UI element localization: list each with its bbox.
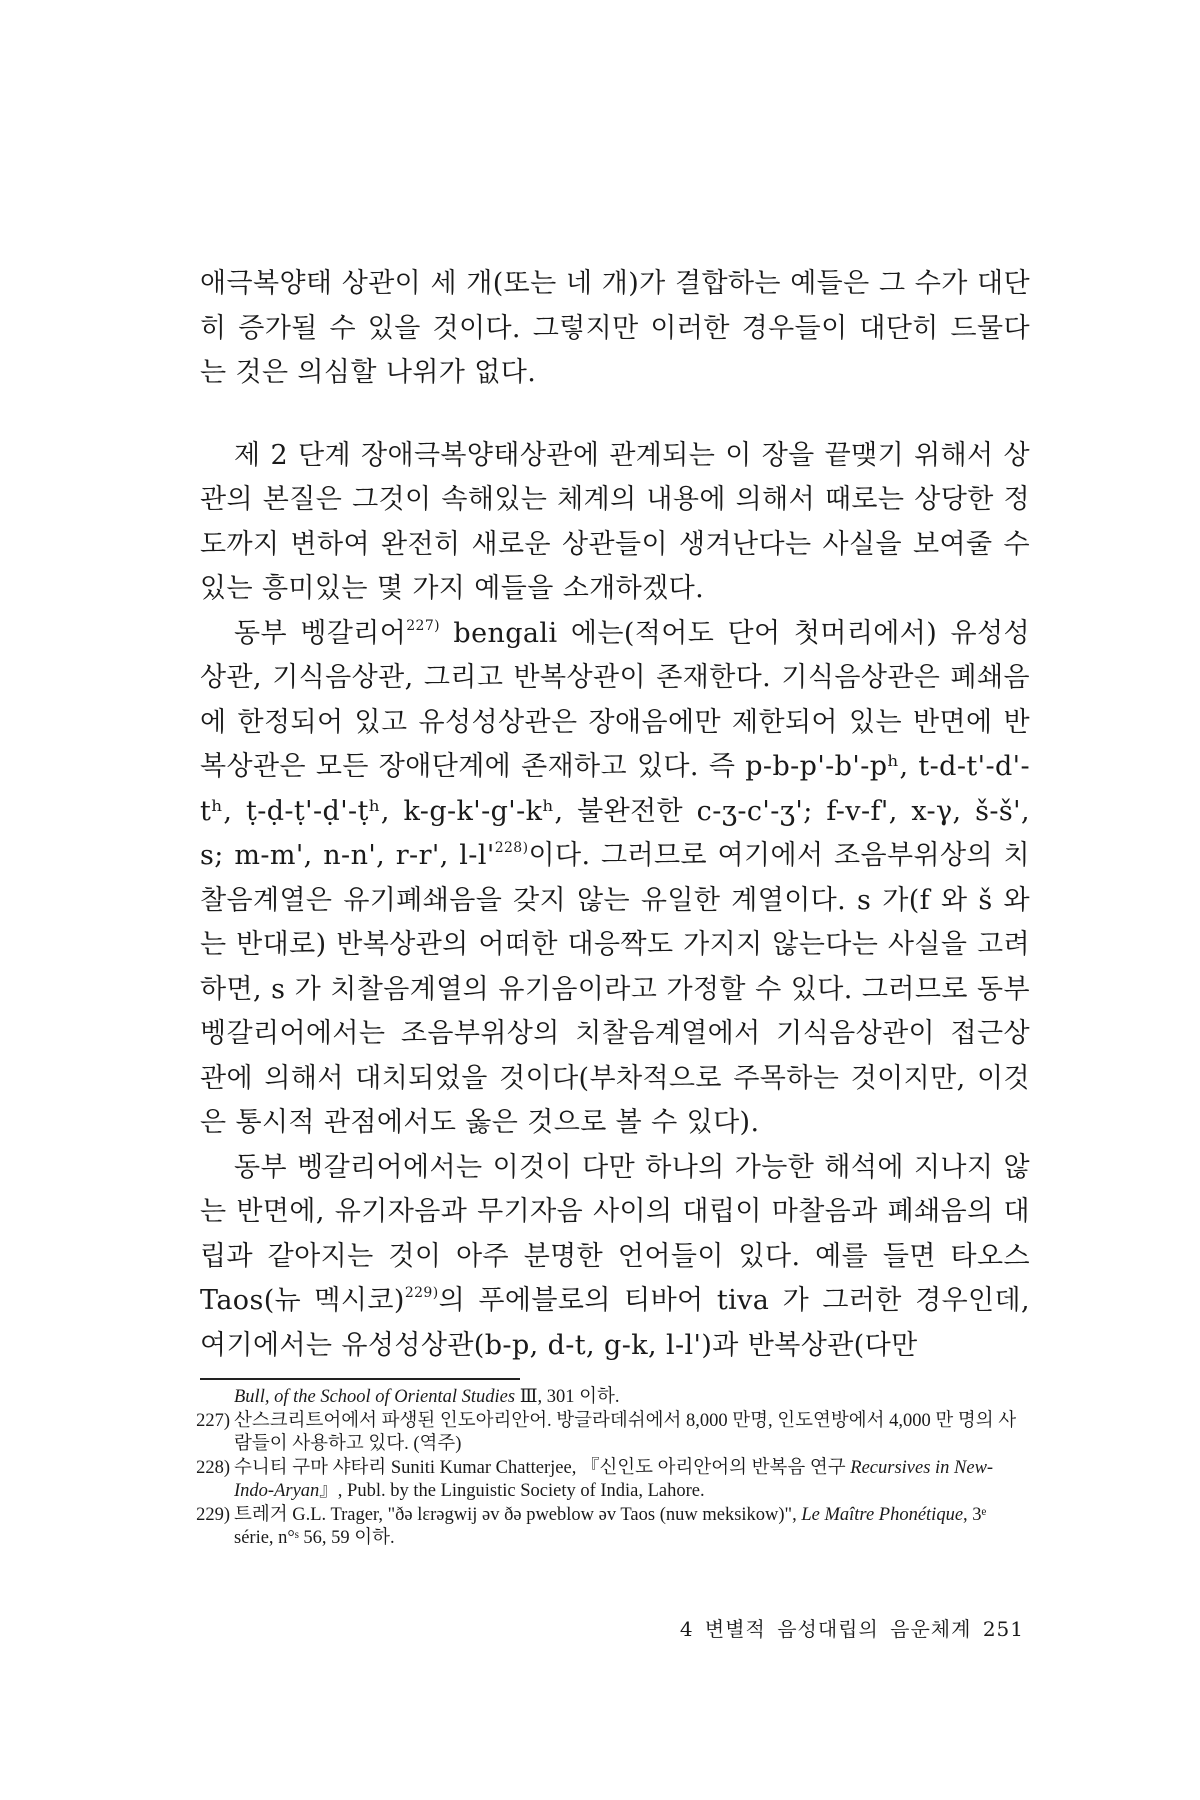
footnote-ref-227[interactable]: 227): [406, 617, 441, 634]
footnote-number: 228): [196, 1457, 230, 1478]
footnote-229: [196, 1504, 1030, 1551]
paragraph-4-text-a: 동부 벵갈리어에서는 이것이 다만 하나의 가능한 해석에 지나지 않는 반면에, 유기자음과 무기자음 사이의 대립이 마찰음과 폐쇄음의 대립과 같아지는 것이 아주 분명한 언어들이 있다. 예를 들면 타오스 Taos(뉴 멕시코): [200, 1151, 1030, 1316]
paragraph-4-text-b: 의 푸에블로의 티바어 tiva 가 그러한 경우인데, 여기에서는 유성성상관(b-p, d-t, g-k, l-l')과 반복상관(다만: [200, 1285, 1030, 1361]
footnote-continuation: [200, 1386, 1030, 1410]
paragraph-4: [200, 1146, 1030, 1369]
footnote-number: 229): [196, 1504, 230, 1525]
page-number: 251: [982, 1617, 1024, 1641]
footnote-text-pre: 수니티 구마 샤타리 Suniti Kumar Chatterjee, 『신인도 아리안어의 반복음 연구: [234, 1457, 851, 1478]
paragraph-3-text-b: bengali 에는(적어도 단어 첫머리에서) 유성성상관, 기식음상관, 그리고 반복상관이 존재한다. 기식음상관은 폐쇄음에 한정되어 있고 유성성상관은 장애음에만 제한되어 있는 반면에 반복상관은 모든 장애단계에 존재하고 있다. 즉 p-b-p'-b'-pʰ, t-d-t'-d'-tʰ, ṭ-ḍ-ṭ'-ḍ'-ṭʰ, k-g-k'-g'-kʰ, 불완전한 c-ʒ-c'-ʒ'; f-v-f', x-γ, š-š', s; m-m', n-n', r-r', l-l': [200, 617, 1030, 871]
footnote-divider: [200, 1378, 520, 1380]
footnote-number: 227): [196, 1410, 230, 1431]
footnote-continuation-rest: Ⅲ, 301 이하.: [515, 1387, 620, 1407]
footnote-title-italic: Le Maître Phonétique: [801, 1504, 964, 1525]
running-footer-chapter: 4 변별적 음성대립의 음운체계: [679, 1617, 972, 1641]
footnote-ref-228[interactable]: 228): [494, 840, 529, 856]
footnote-text-pre: 트레거 G.L. Trager, "ðə lɛrəgwij əv ðə pweblow əv Taos (nuw meksikow)",: [234, 1504, 802, 1525]
page-content: [196, 262, 1030, 1551]
paragraph-3-text-c: 이다. 그러므로 여기에서 조음부위상의 치찰음계열은 유기폐쇄음을 갖지 않는 유일한 계열이다. s 가(f 와 š 와는 반대로) 반복상관의 어떠한 대응짝도 가지지 않는다는 사실을 고려하면, s 가 치찰음계열의 유기음이라고 가정할 수 있다. 그러므로 동부 벵갈리어에서는 조음부위상의 치찰음계열에서 기식음상관이 접근상관에 의해서 대치되었을 것이다(부차적으로 주목하는 것이지만, 이것은 통시적 관점에서도 옳은 것으로 볼 수 있다).: [200, 840, 1030, 1138]
footnote-text-post: , 3ᵉ série, n°ˢ 56, 59 이하.: [234, 1504, 987, 1548]
paragraph-3-text-a: 동부 벵갈리어: [234, 617, 407, 649]
paragraph-1: 애극복양태 상관이 세 개(또는 네 개)가 결합하는 예들은 그 수가 대단히 증가될 수 있을 것이다. 그렇지만 이러한 경우들이 대단히 드물다는 것은 의심할 나위가 없다.: [200, 268, 1030, 388]
footnote-ref-229[interactable]: 229): [404, 1285, 439, 1301]
footnote-227: [196, 1410, 1030, 1457]
paragraph-3: [200, 612, 1030, 1146]
body-text: [200, 262, 1030, 1368]
footnote-text: 산스크리트어에서 파생된 인도아리안어. 방글라데쉬에서 8,000 만명, 인도연방에서 4,000 만 명의 사람들이 사용하고 있다. (역주): [234, 1410, 1017, 1454]
footnotes: [196, 1386, 1030, 1551]
paragraph-2: 제 2 단계 장애극복양태상관에 관계되는 이 장을 끝맺기 위해서 상관의 본질은 그것이 속해있는 체계의 내용에 의해서 때로는 상당한 정도까지 변하여 완전히 새로운 상관들이 생겨난다는 사실을 보여줄 수 있는 흥미있는 몇 가지 예들을 소개하겠다.: [200, 439, 1030, 604]
footnote-title-italic: Recursives in New-Indo-Aryan: [234, 1457, 994, 1501]
footnote-228: [196, 1457, 1030, 1504]
footnote-text-post: 』, Publ. by the Linguistic Society of India, Lahore.: [319, 1481, 705, 1501]
footnote-continuation-italic: Bull, of the School of Oriental Studies: [234, 1387, 516, 1407]
page-footer: [680, 1613, 1024, 1642]
